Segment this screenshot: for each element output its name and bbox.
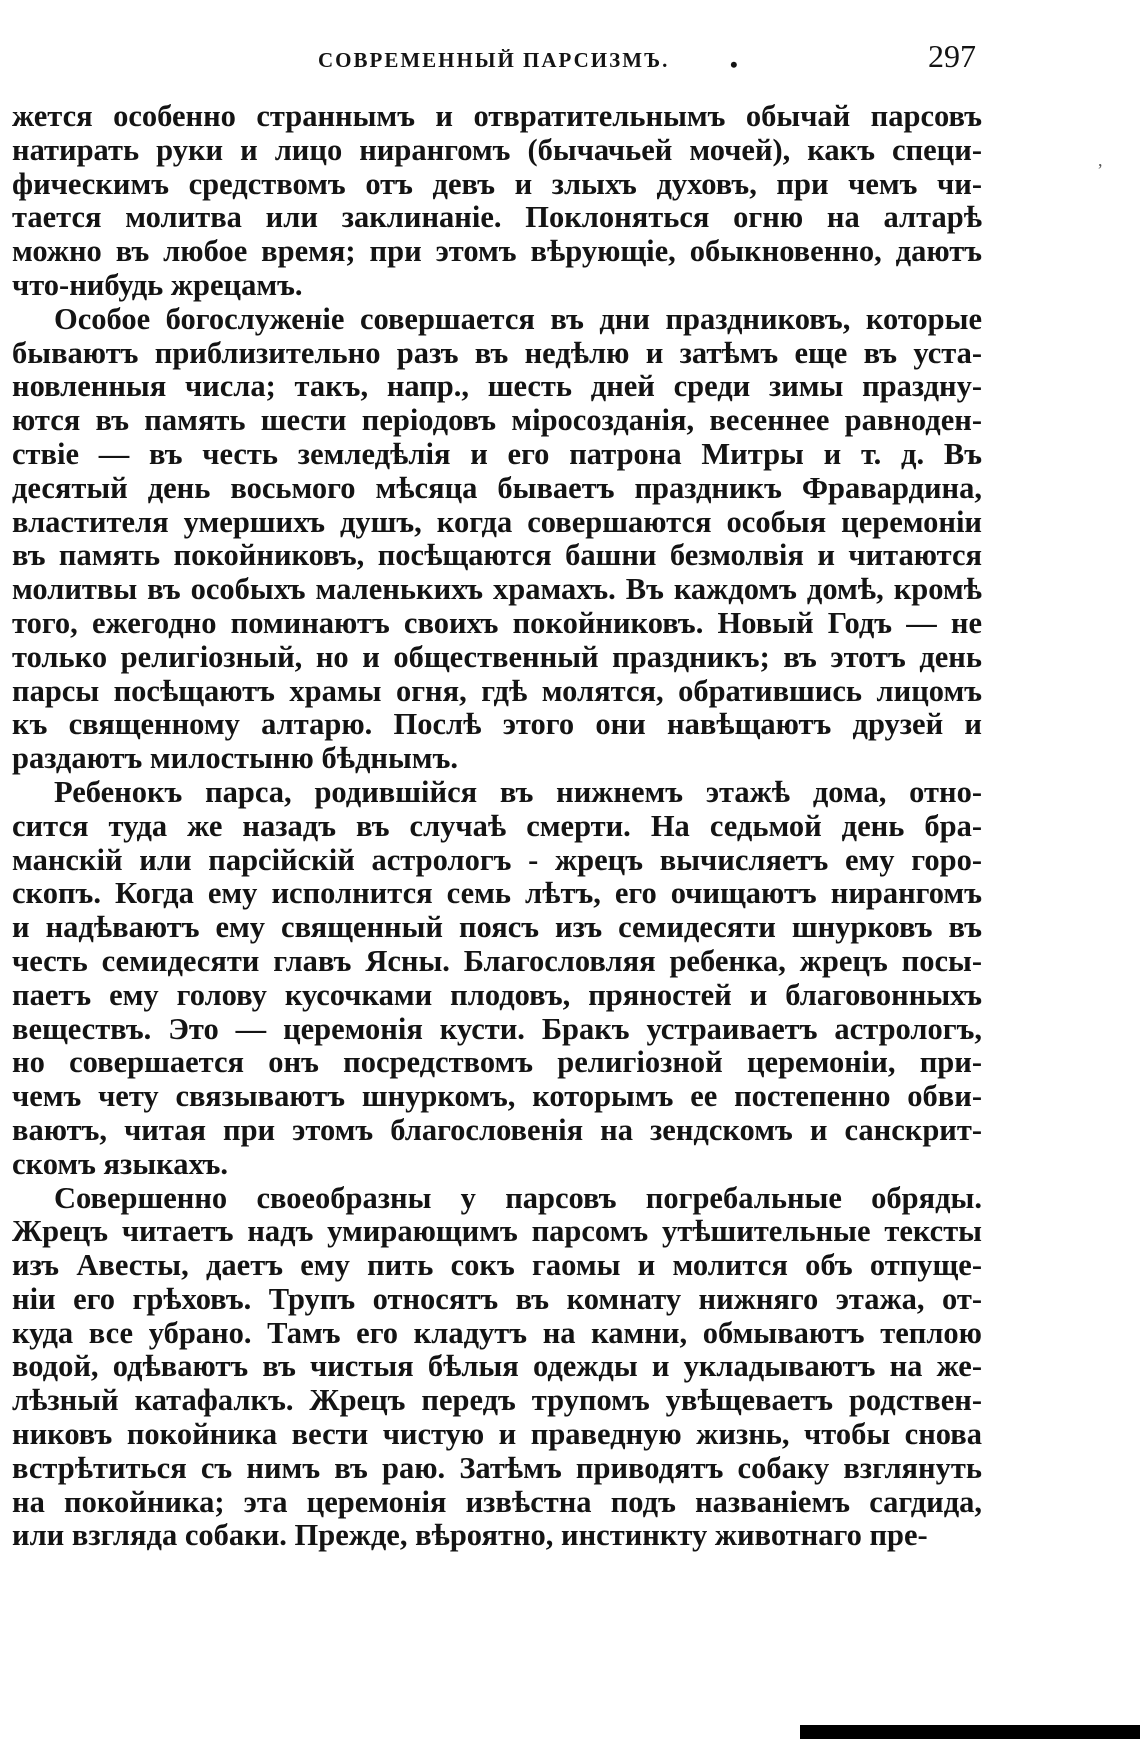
page-header <box>0 36 980 76</box>
text-line: молитвы въ особыхъ маленькихъ храмахъ. Въ каждомъ домѣ, кромѣ <box>12 572 982 607</box>
text-line: но совершается онъ посредствомъ религіозной церемоніи, при- <box>12 1045 982 1080</box>
text-line: изъ Авесты, даетъ ему пить сокъ гаомы и молится объ отпуще- <box>12 1248 982 1283</box>
text-line: водой, одѣваютъ въ чистыя бѣлыя одежды и укладываютъ на же- <box>12 1349 982 1384</box>
text-line: на покойника; эта церемонія извѣстна подъ названіемъ сагдида, <box>12 1484 982 1519</box>
text-line: Ребенокъ парса, родившійся въ нижнемъ этажѣ дома, отно- <box>54 774 982 809</box>
text-line: Жрецъ читаетъ надъ умирающимъ парсомъ утѣшительные тексты <box>12 1214 982 1249</box>
text-line: можно въ любое время; при этомъ вѣрующіе, обыкновенно, даютъ <box>12 234 982 269</box>
text-line: ваютъ, читая при этомъ благословенія на зендскомъ и санскрит- <box>12 1112 982 1147</box>
text-line: чемъ чету связываютъ шнуркомъ, которымъ ее постепенно обви- <box>12 1079 982 1114</box>
text-line: веществъ. Это — церемонія кусти. Бракъ устраиваетъ астрологъ, <box>12 1011 982 1046</box>
text-line: властителя умершихъ душъ, когда совершаются особыя церемоніи <box>12 504 982 539</box>
body-text <box>12 100 982 1553</box>
text-line: раздаютъ милостыню бѣднымъ. <box>12 741 458 776</box>
text-line: новленныя числа; такъ, напр., шесть дней среди зимы праздну- <box>12 369 982 404</box>
text-line: скопъ. Когда ему исполнится семь лѣтъ, его очищаютъ нирангомъ <box>12 876 982 911</box>
text-line: того, ежегодно поминаютъ своихъ покойниковъ. Новый Годъ — не <box>12 605 982 640</box>
paragraph <box>12 303 982 776</box>
text-line: ніи его грѣховъ. Трупъ относятъ въ комнату нижняго этажа, от- <box>12 1281 982 1316</box>
text-line: паетъ ему голову кусочками плодовъ, пряностей и благовонныхъ <box>12 977 982 1012</box>
page-number: 297 <box>928 38 976 74</box>
text-line: и надѣваютъ ему священный поясъ изъ семидесяти шнурковъ въ <box>12 910 982 945</box>
text-line: Совершенно своеобразны у парсовъ погребальные обряды. <box>54 1180 982 1215</box>
text-line: десятый день восьмого мѣсяца бываетъ праздникъ Фравардина, <box>12 470 982 505</box>
text-line: бываютъ приблизительно разъ въ недѣлю и затѣмъ еще въ уста- <box>12 335 982 370</box>
text-line: скомъ языкахъ. <box>12 1146 228 1181</box>
text-line: сится туда же назадъ въ случаѣ смерти. На седьмой день бра- <box>12 808 982 843</box>
paragraph <box>12 776 982 1182</box>
paragraph <box>12 100 982 303</box>
text-line: никовъ покойника вести чистую и праведную жизнь, чтобы снова <box>12 1417 982 1452</box>
text-line: натирать руки и лицо нирангомъ (бычачьей мочей), какъ специ- <box>12 132 982 167</box>
text-line: лѣзный катафалкъ. Жрецъ передъ трупомъ увѣщеваетъ родствен- <box>12 1383 982 1418</box>
text-line: ствіе — въ честь земледѣлія и его патрона Митры и т. д. Въ <box>12 436 982 471</box>
print-speck: • <box>730 52 738 77</box>
text-line: Особое богослуженіе совершается въ дни праздниковъ, которые <box>54 301 982 336</box>
text-line: манскій или парсійскій астрологъ - жрецъ вычисляетъ ему горо- <box>12 842 982 877</box>
text-line: куда все убрано. Тамъ его кладутъ на камни, обмываютъ теплою <box>12 1315 982 1350</box>
text-line: фическимъ средствомъ отъ девъ и злыхъ духовъ, при чемъ чи- <box>12 166 982 201</box>
text-line: тается молитва или заклинаніе. Поклоняться огню на алтарѣ <box>12 200 982 235</box>
text-line: или взгляда собаки. Прежде, вѣроятно, инстинкту животнаго пре- <box>12 1518 928 1553</box>
paragraph <box>12 1182 982 1554</box>
margin-mark: , <box>1098 150 1103 170</box>
text-line: къ священному алтарю. Послѣ этого они навѣщаютъ друзей и <box>12 707 982 742</box>
text-line: честь семидесяти главъ Ясны. Благословляя ребенка, жрецъ посы- <box>12 943 982 978</box>
bottom-edge-shadow <box>800 1725 1140 1739</box>
text-line: въ память покойниковъ, посѣщаются башни безмолвія и читаются <box>12 538 982 573</box>
text-line: что-нибудь жрецамъ. <box>12 267 303 302</box>
text-line: только религіозный, но и общественный праздникъ; въ этотъ день <box>12 639 982 674</box>
text-line: жется особенно страннымъ и отвратительнымъ обычай парсовъ <box>12 99 982 133</box>
text-line: парсы посѣщаютъ храмы огня, гдѣ молятся, обратившись лицомъ <box>12 673 982 708</box>
running-title: СОВРЕМЕННЫЙ ПАРСИЗМЪ. <box>318 48 670 72</box>
text-line: ются въ память шести періодовъ міросозданія, весеннее равноден- <box>12 403 982 438</box>
text-line: встрѣтиться съ нимъ въ раю. Затѣмъ приводятъ собаку взглянуть <box>12 1450 982 1485</box>
